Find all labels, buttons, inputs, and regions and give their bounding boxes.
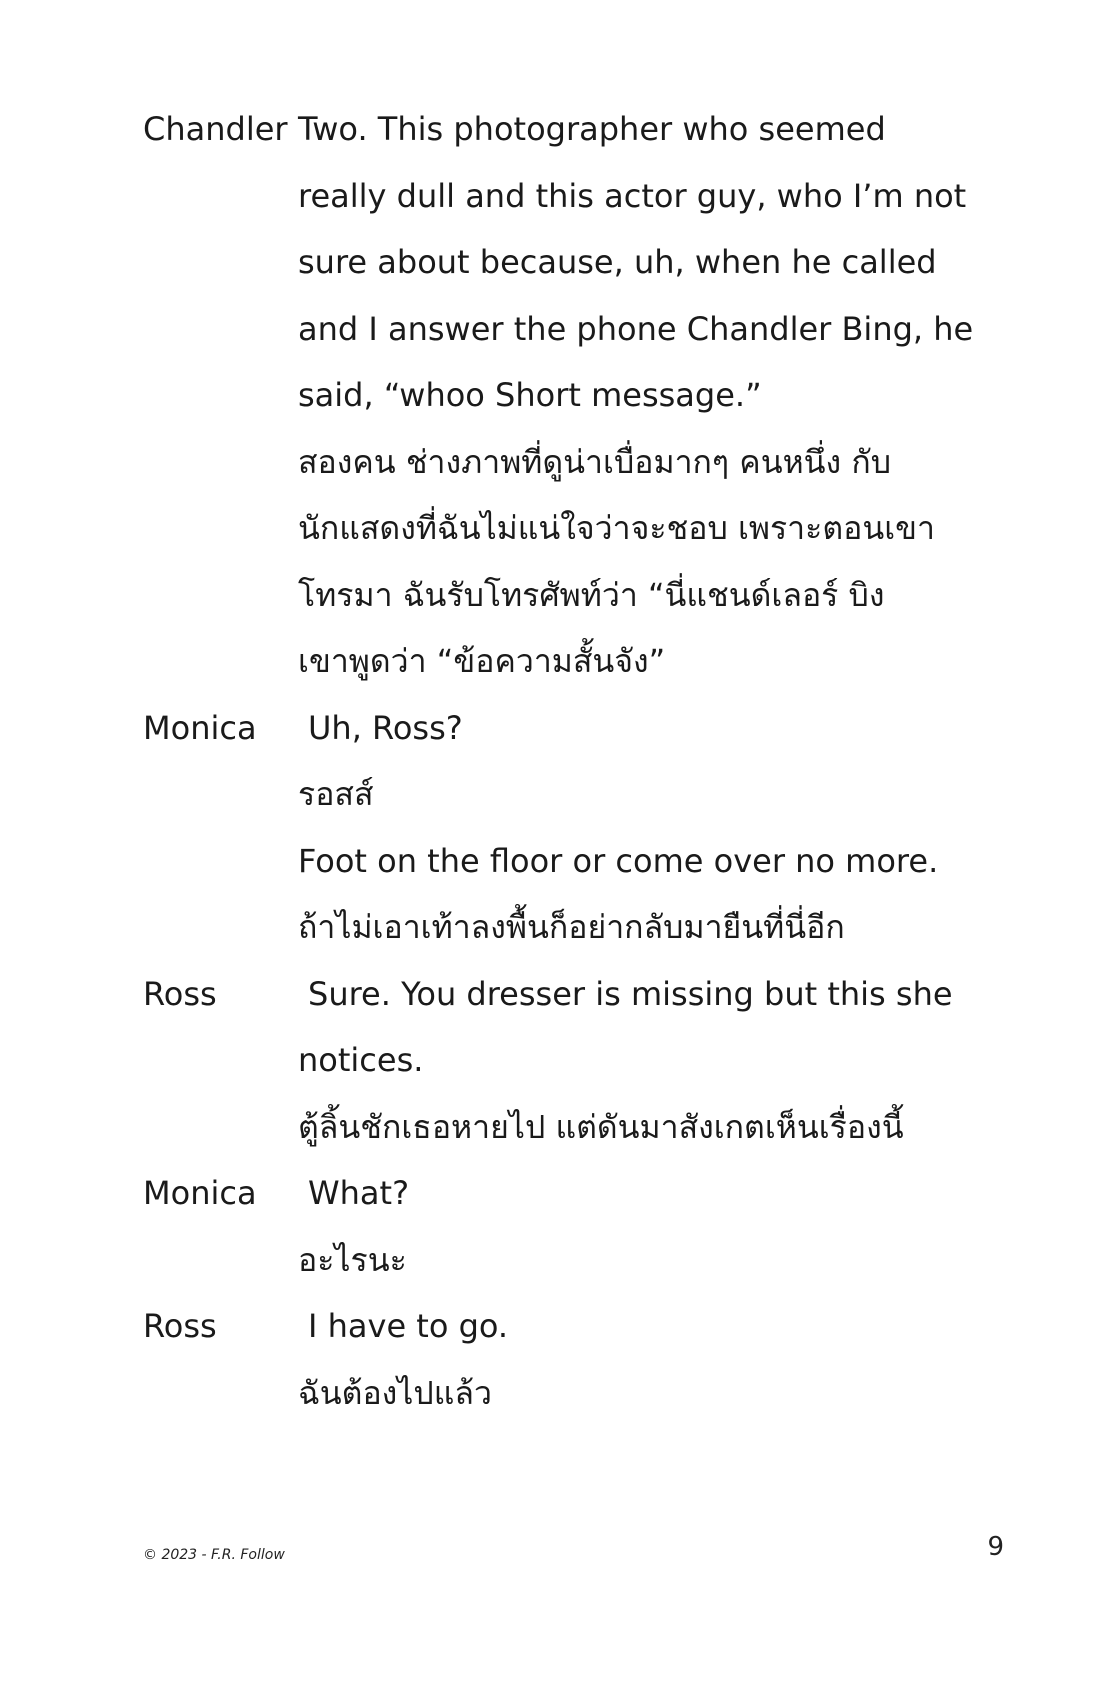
- dialogue-line-thai: สองคน ช่างภาพที่ดูน่าเบื่อมากๆ คนหนึ่ง กับ: [298, 442, 892, 481]
- page-number: 9: [987, 1532, 1004, 1562]
- dialogue-line: I have to go.: [308, 1307, 509, 1345]
- dialogue-line-thai: รอสส์: [298, 775, 374, 813]
- dialogue-entry-monica: [143, 695, 1023, 961]
- dialogue-lines: [298, 695, 1023, 961]
- speaker-name: Chandler: [143, 110, 288, 148]
- dialogue-lines: [298, 961, 1023, 1161]
- speaker-name: Monica: [143, 708, 257, 747]
- dialogue-line-thai: โทรมา ฉันรับโทรศัพท์ว่า “นี่แชนด์เลอร์ บิง: [298, 575, 885, 614]
- dialogue-line: Sure. You dresser is missing but this she: [308, 974, 953, 1013]
- dialogue-entry-monica: [143, 1160, 1023, 1293]
- speaker-name: Ross: [143, 974, 217, 1013]
- dialogue-lines: [298, 1293, 1023, 1426]
- dialogue-line: said, “whoo Short message.”: [298, 376, 762, 414]
- dialogue-line-thai: อะไรนะ: [298, 1240, 407, 1279]
- dialogue-line-thai: ฉันต้องไปแล้ว: [298, 1373, 492, 1412]
- dialogue-script: [143, 96, 1023, 1426]
- dialogue-line-thai: นักแสดงที่ฉันไม่แน่ใจว่าจะชอบ เพราะตอนเขา: [298, 509, 935, 547]
- dialogue-entry-chandler: [143, 96, 1023, 695]
- dialogue-line: Uh, Ross?: [308, 708, 463, 747]
- dialogue-line: sure about because, uh, when he called: [298, 243, 937, 281]
- dialogue-entry-ross: [143, 961, 1023, 1161]
- dialogue-line: notices.: [298, 1041, 424, 1079]
- speaker-name: Monica: [143, 1174, 257, 1212]
- copyright-notice: © 2023 - F.R. Follow: [143, 1547, 285, 1563]
- dialogue-line: and I answer the phone Chandler Bing, he: [298, 309, 974, 348]
- speaker-name: Ross: [143, 1307, 217, 1345]
- dialogue-line: really dull and this actor guy, who I’m not: [298, 176, 967, 215]
- dialogue-line: Foot on the floor or come over no more.: [298, 841, 939, 880]
- dialogue-line-thai: ถ้าไม่เอาเท้าลงพื้นก็อย่ากลับมายืนที่นี่อีก: [298, 908, 845, 946]
- dialogue-line-thai: ตู้ลิ้นชักเธอหายไป แต่ดันมาสังเกตเห็นเรื่องนี้: [298, 1107, 904, 1146]
- dialogue-line-thai: เขาพูดว่า “ข้อความสั้นจัง”: [298, 642, 666, 680]
- dialogue-lines: [298, 96, 1023, 695]
- dialogue-entry-ross: [143, 1293, 1023, 1426]
- dialogue-lines: [298, 1160, 1023, 1293]
- dialogue-line: Two. This photographer who seemed: [298, 110, 886, 148]
- dialogue-line: What?: [308, 1174, 410, 1212]
